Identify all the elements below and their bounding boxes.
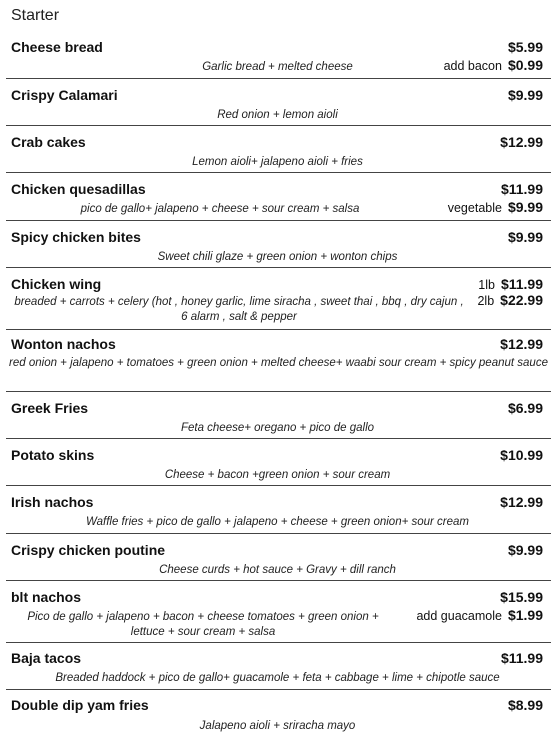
divider	[6, 689, 551, 690]
divider	[6, 533, 551, 534]
divider	[6, 580, 551, 581]
item-extra	[416, 607, 543, 623]
item-name: Potato skins	[11, 447, 95, 463]
divider	[6, 125, 551, 126]
extra-label: vegetable	[447, 201, 502, 215]
item-name: Crispy chicken poutine	[11, 542, 166, 558]
item-extra	[448, 199, 543, 215]
item-price: $11.99	[500, 276, 543, 292]
section-title: Starter	[11, 7, 60, 24]
divider	[6, 267, 551, 268]
item-description: Breaded haddock + pico de gallo+ guacamole + feta + cabbage + lime + chipotle sauce	[55, 672, 500, 684]
item-description: Feta cheese+ oregano + pico de gallo	[180, 422, 375, 434]
item-extra	[477, 292, 543, 308]
extra-price: $22.99	[500, 292, 543, 308]
item-price: $9.99	[507, 87, 543, 103]
item-price: $11.99	[500, 650, 543, 666]
item-price: $5.99	[507, 39, 543, 55]
divider	[6, 391, 551, 392]
divider	[6, 642, 551, 643]
divider	[6, 78, 551, 79]
extra-label: add bacon	[443, 59, 502, 73]
divider	[6, 438, 551, 439]
item-price: $9.99	[507, 542, 543, 558]
item-description: Waffle fries + pico de gallo + jalapeno + cheese + green onion+ sour cream	[85, 516, 470, 528]
item-description: pico de gallo+ jalapeno + cheese + sour cream + salsa	[80, 203, 360, 215]
divider	[6, 172, 551, 173]
item-price: $11.99	[500, 181, 543, 197]
item-name: Crab cakes	[11, 134, 86, 150]
extra-price: $0.99	[507, 57, 543, 73]
item-description: Jalapeno aioli + sriracha mayo	[199, 720, 356, 732]
item-price: $10.99	[500, 447, 543, 463]
price-label: 1lb	[478, 278, 495, 292]
item-name: Chicken wing	[11, 276, 102, 292]
item-price: $12.99	[500, 336, 543, 352]
item-price: $9.99	[507, 229, 543, 245]
item-name: Chicken quesadillas	[11, 181, 146, 197]
item-name: Greek Fries	[11, 400, 89, 416]
item-description: Lemon aioli+ jalapeno aioli + fries	[192, 156, 363, 168]
divider	[6, 485, 551, 486]
item-name: Irish nachos	[11, 494, 94, 510]
item-name: Crispy Calamari	[11, 87, 118, 103]
divider	[6, 329, 551, 330]
item-extra	[444, 57, 543, 73]
item-name: Double dip yam fries	[11, 697, 149, 713]
item-price: $6.99	[507, 400, 543, 416]
extra-price: $9.99	[507, 199, 543, 215]
item-description: breaded + carrots + celery (hot , honey garlic, lime siracha , sweet thai , bbq , dry cajun , 6 alarm , salt & pepper	[14, 296, 464, 323]
item-description: Garlic bread + melted cheese	[202, 61, 353, 73]
item-description: Pico de gallo + jalapeno + bacon + cheese tomatoes + green onion + lettuce + sour cream + salsa	[27, 611, 379, 638]
extra-label: 2lb	[477, 294, 495, 308]
extra-price: $1.99	[507, 607, 543, 623]
item-price: $8.99	[507, 697, 543, 713]
item-price: $12.99	[500, 494, 543, 510]
divider	[6, 220, 551, 221]
item-price: $15.99	[500, 589, 543, 605]
item-description: red onion + jalapeno + tomatoes + green onion + melted cheese+ waabi sour cream + spicy peanut sauce	[9, 357, 548, 369]
item-description: Cheese + bacon +green onion + sour cream	[164, 469, 391, 481]
item-name: Cheese bread	[11, 39, 103, 55]
item-description: Sweet chili glaze + green onion + wonton chips	[157, 251, 398, 263]
item-description: Cheese curds + hot sauce + Gravy + dill ranch	[159, 564, 396, 576]
item-name: blt nachos	[11, 589, 82, 605]
item-name: Baja tacos	[11, 650, 82, 666]
item-name: Spicy chicken bites	[11, 229, 141, 245]
item-name: Wonton nachos	[11, 336, 116, 352]
item-price-group	[478, 276, 543, 292]
extra-label: add guacamole	[416, 609, 502, 623]
item-price: $12.99	[500, 134, 543, 150]
item-description: Red onion + lemon aioli	[217, 109, 338, 121]
